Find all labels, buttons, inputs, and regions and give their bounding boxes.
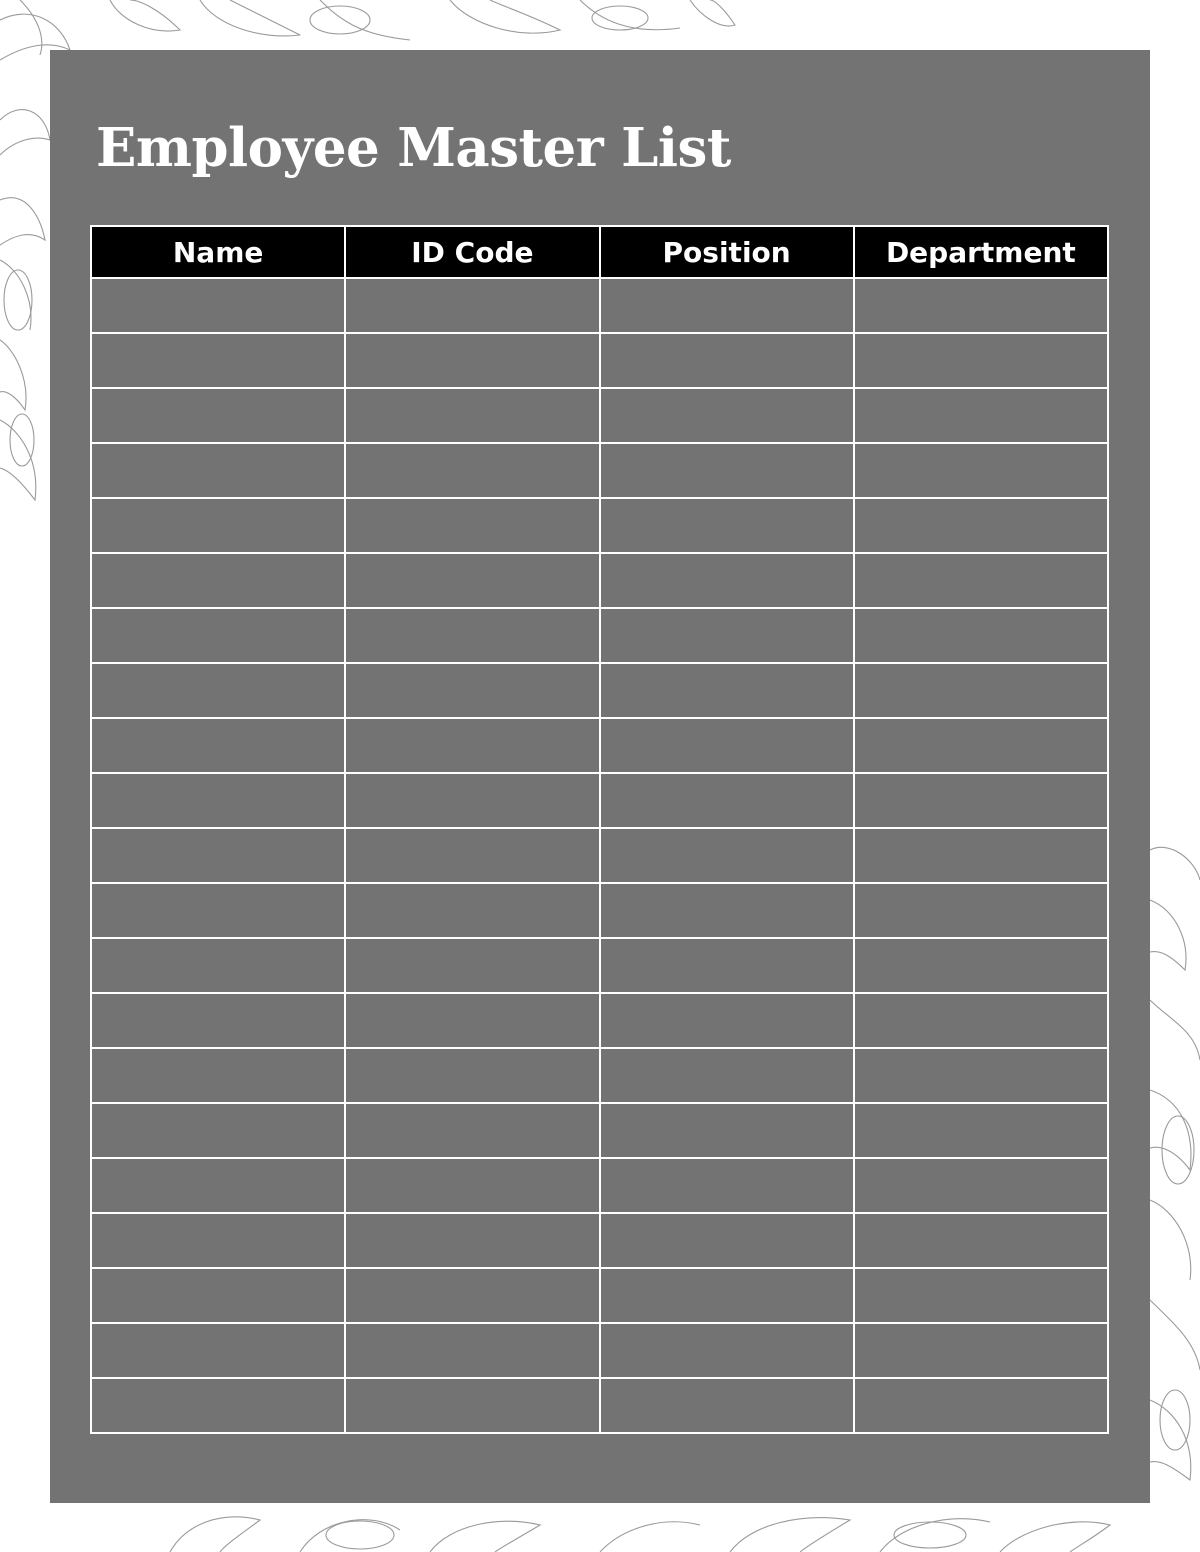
- table-row: [91, 388, 1108, 443]
- table-row: [91, 883, 1108, 938]
- cell-name[interactable]: [91, 553, 345, 608]
- column-header-id-code: ID Code: [345, 226, 599, 278]
- table-row: [91, 993, 1108, 1048]
- table-body: [91, 278, 1108, 1433]
- cell-department[interactable]: [854, 388, 1108, 443]
- cell-position[interactable]: [600, 388, 854, 443]
- cell-department[interactable]: [854, 1268, 1108, 1323]
- cell-name[interactable]: [91, 718, 345, 773]
- table-row: [91, 938, 1108, 993]
- cell-department[interactable]: [854, 663, 1108, 718]
- table-row: [91, 553, 1108, 608]
- cell-position[interactable]: [600, 663, 854, 718]
- cell-name[interactable]: [91, 443, 345, 498]
- cell-position[interactable]: [600, 498, 854, 553]
- cell-id-code[interactable]: [345, 828, 599, 883]
- cell-position[interactable]: [600, 553, 854, 608]
- column-header-department: Department: [854, 226, 1108, 278]
- cell-department[interactable]: [854, 938, 1108, 993]
- cell-position[interactable]: [600, 1213, 854, 1268]
- cell-name[interactable]: [91, 1378, 345, 1433]
- cell-name[interactable]: [91, 333, 345, 388]
- cell-department[interactable]: [854, 278, 1108, 333]
- table-row: [91, 1158, 1108, 1213]
- cell-department[interactable]: [854, 828, 1108, 883]
- cell-position[interactable]: [600, 1103, 854, 1158]
- table-row: [91, 663, 1108, 718]
- cell-id-code[interactable]: [345, 1103, 599, 1158]
- cell-name[interactable]: [91, 1323, 345, 1378]
- cell-department[interactable]: [854, 608, 1108, 663]
- cell-id-code[interactable]: [345, 1378, 599, 1433]
- cell-id-code[interactable]: [345, 1158, 599, 1213]
- cell-department[interactable]: [854, 773, 1108, 828]
- table-row: [91, 1048, 1108, 1103]
- table-row: [91, 1323, 1108, 1378]
- column-header-name: Name: [91, 226, 345, 278]
- table-row: [91, 498, 1108, 553]
- cell-name[interactable]: [91, 1103, 345, 1158]
- cell-id-code[interactable]: [345, 718, 599, 773]
- cell-id-code[interactable]: [345, 1323, 599, 1378]
- cell-name[interactable]: [91, 388, 345, 443]
- cell-id-code[interactable]: [345, 498, 599, 553]
- cell-id-code[interactable]: [345, 1268, 599, 1323]
- cell-name[interactable]: [91, 773, 345, 828]
- cell-position[interactable]: [600, 883, 854, 938]
- cell-id-code[interactable]: [345, 278, 599, 333]
- table-row: [91, 1378, 1108, 1433]
- cell-position[interactable]: [600, 938, 854, 993]
- cell-id-code[interactable]: [345, 443, 599, 498]
- table-row: [91, 608, 1108, 663]
- cell-department[interactable]: [854, 1213, 1108, 1268]
- cell-name[interactable]: [91, 1213, 345, 1268]
- cell-department[interactable]: [854, 333, 1108, 388]
- table-row: [91, 278, 1108, 333]
- cell-id-code[interactable]: [345, 1213, 599, 1268]
- cell-position[interactable]: [600, 828, 854, 883]
- cell-name[interactable]: [91, 1158, 345, 1213]
- cell-position[interactable]: [600, 443, 854, 498]
- table-header-row: [91, 226, 1108, 278]
- cell-position[interactable]: [600, 1378, 854, 1433]
- table-row: [91, 1268, 1108, 1323]
- table-row: [91, 443, 1108, 498]
- cell-id-code[interactable]: [345, 938, 599, 993]
- table-row: [91, 718, 1108, 773]
- cell-id-code[interactable]: [345, 883, 599, 938]
- column-header-position: Position: [600, 226, 854, 278]
- table-row: [91, 333, 1108, 388]
- cell-id-code[interactable]: [345, 388, 599, 443]
- cell-department[interactable]: [854, 1323, 1108, 1378]
- cell-department[interactable]: [854, 718, 1108, 773]
- cell-department[interactable]: [854, 1048, 1108, 1103]
- cell-position[interactable]: [600, 608, 854, 663]
- cell-name[interactable]: [91, 1048, 345, 1103]
- cell-position[interactable]: [600, 333, 854, 388]
- cell-position[interactable]: [600, 718, 854, 773]
- cell-name[interactable]: [91, 608, 345, 663]
- table-row: [91, 773, 1108, 828]
- cell-position[interactable]: [600, 993, 854, 1048]
- employee-list-sheet: [50, 50, 1150, 1503]
- cell-id-code[interactable]: [345, 663, 599, 718]
- cell-position[interactable]: [600, 278, 854, 333]
- employee-table: [90, 225, 1109, 1434]
- cell-name[interactable]: [91, 938, 345, 993]
- cell-department[interactable]: [854, 443, 1108, 498]
- page-title: Employee Master List: [96, 117, 731, 179]
- cell-id-code[interactable]: [345, 993, 599, 1048]
- cell-name[interactable]: [91, 663, 345, 718]
- cell-department[interactable]: [854, 1378, 1108, 1433]
- table-row: [91, 828, 1108, 883]
- cell-department[interactable]: [854, 993, 1108, 1048]
- cell-department[interactable]: [854, 1158, 1108, 1213]
- cell-department[interactable]: [854, 883, 1108, 938]
- cell-name[interactable]: [91, 498, 345, 553]
- cell-id-code[interactable]: [345, 1048, 599, 1103]
- table-row: [91, 1213, 1108, 1268]
- cell-id-code[interactable]: [345, 773, 599, 828]
- cell-name[interactable]: [91, 828, 345, 883]
- cell-position[interactable]: [600, 773, 854, 828]
- cell-id-code[interactable]: [345, 553, 599, 608]
- table-row: [91, 1103, 1108, 1158]
- cell-department[interactable]: [854, 553, 1108, 608]
- cell-id-code[interactable]: [345, 608, 599, 663]
- cell-name[interactable]: [91, 883, 345, 938]
- cell-department[interactable]: [854, 1103, 1108, 1158]
- cell-department[interactable]: [854, 498, 1108, 553]
- cell-name[interactable]: [91, 1268, 345, 1323]
- cell-position[interactable]: [600, 1323, 854, 1378]
- cell-position[interactable]: [600, 1268, 854, 1323]
- cell-position[interactable]: [600, 1048, 854, 1103]
- cell-id-code[interactable]: [345, 333, 599, 388]
- cell-position[interactable]: [600, 1158, 854, 1213]
- cell-name[interactable]: [91, 993, 345, 1048]
- cell-name[interactable]: [91, 278, 345, 333]
